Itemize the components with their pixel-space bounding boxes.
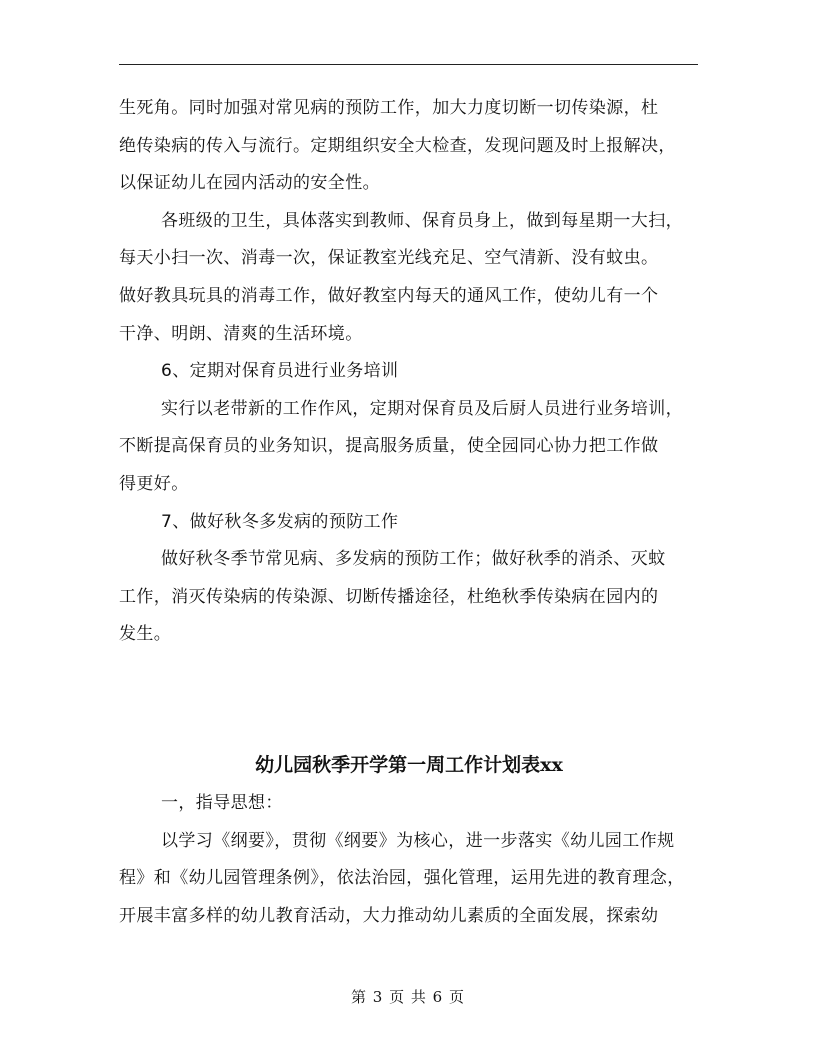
header-rule xyxy=(119,64,698,65)
page-footer: 第 3 页 共 6 页 xyxy=(351,988,465,1006)
paragraph-line: 干净、明朗、清爽的生活环境。 xyxy=(119,323,363,344)
paragraph-line: 实行以老带新的工作作风，定期对保育员及后厨人员进行业务培训， xyxy=(161,398,683,419)
paragraph-line: 得更好。 xyxy=(119,473,189,494)
item-heading: 6、定期对保育员进行业务培训 xyxy=(161,361,399,382)
paragraph-line: 开展丰富多样的幼儿教育活动，大力推动幼儿素质的全面发展，探索幼 xyxy=(119,905,659,926)
body-text xyxy=(119,90,699,654)
paragraph-line: 绝传染病的传入与流行。定期组织安全大检查，发现问题及时上报解决， xyxy=(119,135,676,156)
paragraph-line: 发生。 xyxy=(119,624,172,645)
item-heading: 7、做好秋冬多发病的预防工作 xyxy=(161,511,399,532)
paragraph-line: 程》和《幼儿园管理条例》，依法治园，强化管理，运用先进的教育理念， xyxy=(119,868,685,889)
paragraph-line: 各班级的卫生，具体落实到教师、保育员身上，做到每星期一大扫， xyxy=(161,210,683,231)
paragraph-line: 做好秋冬季节常见病、多发病的预防工作；做好秋季的消杀、灭蚊 xyxy=(161,549,666,570)
paragraph-line: 每天小扫一次、消毒一次，保证教室光线充足、空气清新、没有蚊虫。 xyxy=(119,248,659,269)
paragraph-line: 工作，消灭传染病的传染源、切断传播途径，杜绝秋季传染病在园内的 xyxy=(119,586,659,607)
paragraph-line: 做好教具玩具的消毒工作，做好教室内每天的通风工作，使幼儿有一个 xyxy=(119,285,659,306)
section-heading: 一，指导思想： xyxy=(161,793,283,813)
paragraph-line: 以保证幼儿在园内活动的安全性。 xyxy=(119,173,380,194)
plan-body-text xyxy=(119,785,699,935)
document-title: 幼儿园秋季开学第一周工作计划表xx xyxy=(255,754,563,776)
paragraph-line: 不断提高保育员的业务知识，提高服务质量，使全园同心协力把工作做 xyxy=(119,436,659,457)
paragraph-line: 生死角。同时加强对常见病的预防工作，加大力度切断一切传染源，杜 xyxy=(119,98,659,118)
paragraph-line: 以学习《纲要》，贯彻《纲要》为核心，进一步落实《幼儿园工作规 xyxy=(161,830,675,851)
